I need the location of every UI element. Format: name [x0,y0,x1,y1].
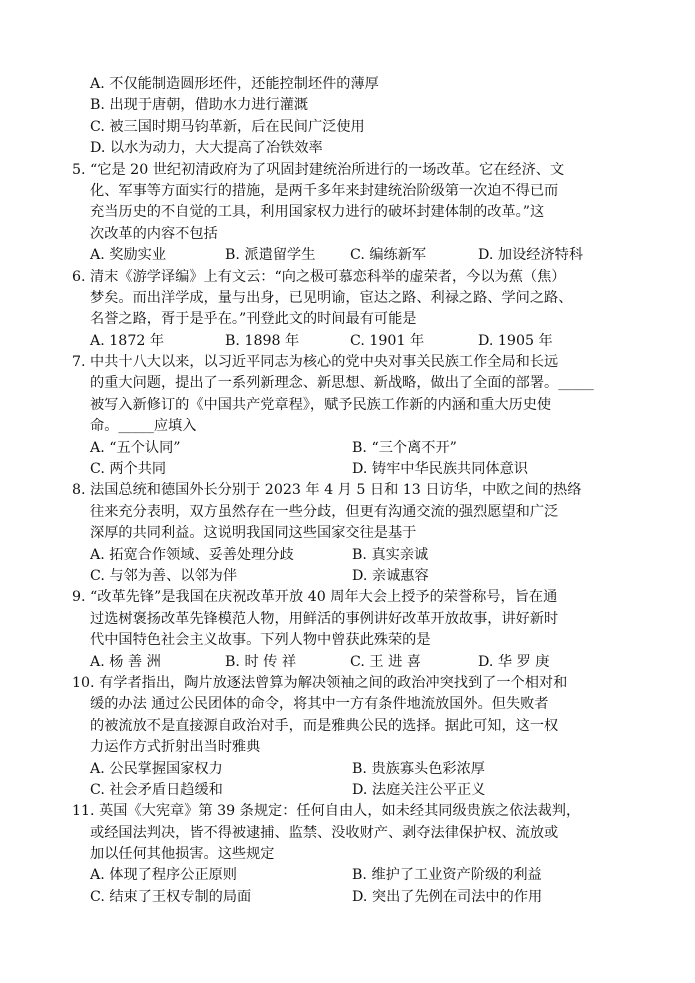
q4-option-a: A. 不仅能制造圆形坯件，还能控制坯件的薄厚 [90,76,379,92]
q7-stem-line: 命。_____应填入 [90,418,197,435]
q11-stem-line: 或经国法判决，皆不得被逮捕、监禁、没收财产、剥夺法律保护权、流放或 [90,824,559,841]
q8-stem-line: 深厚的共同利益。这说明我国同这些国家交往是基于 [90,525,417,542]
q9-option-a: A. 杨 善 洲 [90,653,161,670]
q7-options-row-2 [72,459,642,480]
q6-options [72,331,642,352]
q7-stem-line: 被写入新修订的《中国共产党章程》，赋予民族工作新的内涵和重大历史使 [90,396,552,413]
q4-options [72,74,642,160]
q9-option-b: B. 时 传 祥 [225,653,297,670]
q5-stem-line: 化、军事等方面实行的措施，是两千多年来封建统治阶级第一次迫不得已而 [90,182,559,199]
q6-option-d: D. 1905 年 [478,332,553,349]
q11-option-d: D. 突出了先例在司法中的作用 [352,888,543,905]
q9-option-c: C. 王 进 喜 [350,653,421,670]
q11-option-a: A. 体现了程序公正原则 [90,867,237,884]
q9-stem-line: 代中国特色社会主义故事。下列人物中曾获此殊荣的是 [90,632,431,649]
q8-stem-line: 往来充分表明，双方虽然存在一些分歧，但更有沟通交流的强烈愿望和广泛 [90,503,559,520]
q5-stem-line: 5. “它是 20 世纪初清政府为了巩固封建统治所进行的一场改革。它在经济、文 [72,161,565,178]
q5-option-a: A. 奖励实业 [90,247,167,264]
q8-options-row-2 [72,566,642,587]
q11-stem-line: 11. 英国《大宪章》第 39 条规定：任何自由人，如未经其同级贵族之依法裁判， [72,803,581,820]
q9-options [72,652,642,673]
q8-option-a: A. 拓宽合作领域、妥善处理分歧 [90,546,294,563]
question-9 [72,587,642,673]
question-7 [72,352,642,480]
q6-stem-line: 名誉之路，胥于是乎在。”刊登此文的时间最有可能是 [90,311,417,328]
q7-option-d: D. 铸牢中华民族共同体意识 [352,461,528,478]
question-8 [72,480,642,587]
q9-stem-line: 9. “改革先锋”是我国在庆祝改革开放 40 周年大会上授予的荣誉称号，旨在通 [72,589,558,606]
q8-stem-line: 8. 法国总统和德国外长分别于 2023 年 4 月 5 日和 13 日访华，中欧之间的热络 [72,482,582,499]
q10-option-b: B. 贵族寡头色彩浓厚 [352,760,485,777]
q4-option-c: C. 被三国时期马钧革新，后在民间广泛使用 [90,118,365,135]
q5-option-b: B. 派遣留学生 [225,247,316,264]
q11-option-b: B. 维护了工业资产阶级的利益 [352,867,542,884]
q10-option-c: C. 社会矛盾日趋缓和 [90,781,223,798]
q5-stem-line: 次改革的内容不包括 [90,225,218,242]
q11-options-row-2 [72,887,642,908]
q10-stem-line: 力运作方式折射出当时雅典 [90,739,261,756]
q7-stem-line: 7. 中共十八大以来，以习近平同志为核心的党中央对事关民族工作全局和长远 [72,354,559,371]
q11-stem-line: 加以任何其他损害。这些规定 [90,846,275,863]
q4-option-d: D. 以水为动力，大大提高了冶铁效率 [90,140,323,157]
q6-stem-line: 梦矣。而出洋学成，量与出身，已见明谕，宦达之路、利禄之路、学问之路、 [90,289,573,306]
q9-stem-line: 过选树褒扬改革先锋模范人物，用鲜活的事例讲好改革开放故事，讲好新时 [90,610,559,627]
q6-stem-line: 6. 清末《游学译编》上有文云：“向之极可慕恋科举的虚荣者，今以为蕉（焦） [72,268,566,285]
q10-option-d: D. 法庭关注公平正义 [352,781,486,798]
q10-stem-line: 的被流放不是直接源自政治对手，而是雅典公民的选择。据此可知，这一权 [90,717,559,734]
question-10 [72,673,642,801]
question-11 [72,801,642,908]
question-5 [72,160,642,267]
q8-option-c: C. 与邻为善、以邻为伴 [90,567,238,584]
q4-option-b: B. 出现于唐朝，借助水力进行灌溉 [90,97,309,114]
q5-stem-line: 充当历史的不自觉的工具，利用国家权力进行的破坏封建体制的改革。”这 [90,204,545,221]
q10-stem-line: 缓的办法 通过公民团体的命令，将其中一方有条件地流放国外。但失败者 [90,696,549,713]
q11-option-c: C. 结束了王权专制的局面 [90,888,252,905]
q11-options-row-1 [72,865,642,886]
q10-stem-line: 10. 有学者指出，陶片放逐法曾算为解决领袖之间的政治冲突找到了一个相对和 [72,674,568,691]
q7-option-b: B. “三个离不开” [352,439,457,456]
q6-option-a: A. 1872 年 [90,332,165,349]
q7-option-c: C. 两个共同 [90,461,167,478]
exam-page [72,74,642,908]
q8-option-b: B. 真实亲诚 [352,546,429,563]
q5-options [72,245,642,266]
q6-option-b: B. 1898 年 [225,332,300,349]
q8-option-d: D. 亲诚惠容 [352,567,429,584]
question-6 [72,267,642,353]
q5-option-d: D. 加设经济特科 [478,247,584,264]
q6-option-c: C. 1901 年 [350,332,425,349]
q5-option-c: C. 编练新军 [350,247,427,264]
q8-options-row-1 [72,545,642,566]
q10-options-row-1 [72,759,642,780]
q7-stem-line: 的重大问题，提出了一系列新理念、新思想、新战略，做出了全面的部署。_____ [90,375,594,392]
q9-option-d: D. 华 罗 庚 [478,653,550,670]
q10-options-row-2 [72,780,642,801]
q10-option-a: A. 公民掌握国家权力 [90,760,223,777]
q7-option-a: A. “五个认同” [90,439,181,456]
q7-options-row-1 [72,438,642,459]
